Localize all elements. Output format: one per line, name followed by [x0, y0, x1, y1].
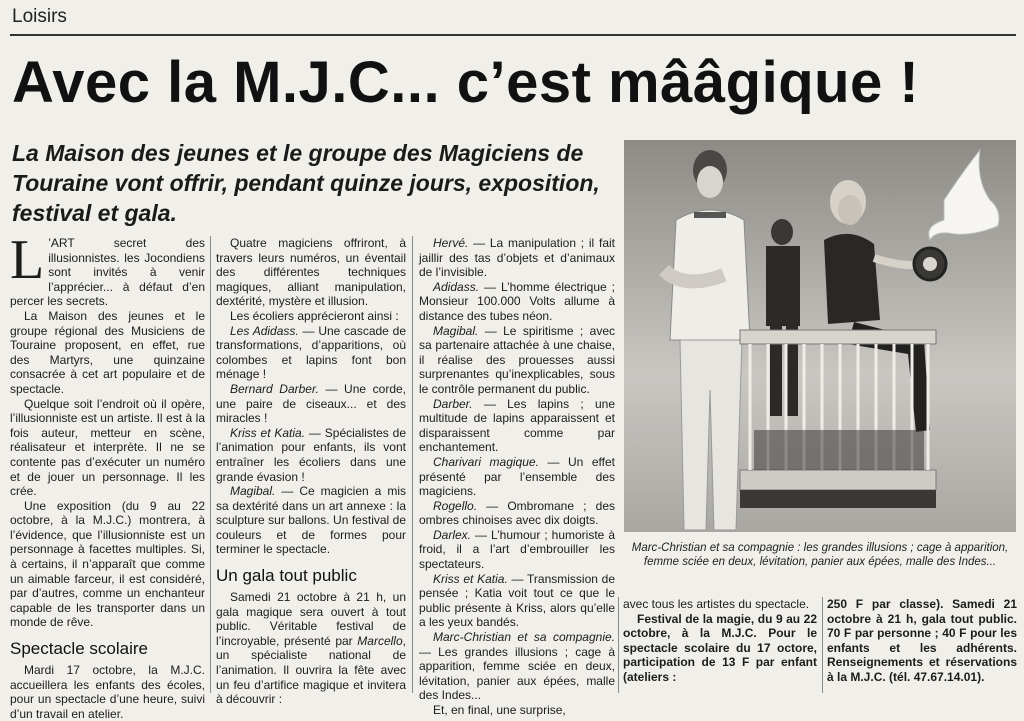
list-item: [419, 528, 615, 572]
list-item: [419, 236, 615, 280]
paragraph: Et, en final, une surprise,: [433, 703, 566, 717]
paragraph: Quatre magiciens offriront, à travers leurs numéros, un éventail des différentes techniques magiques, alliant manipulation, dextérité, mystère et illusion.: [216, 236, 406, 309]
performer-name: Marcello: [357, 633, 403, 648]
subheading: Un gala tout public: [216, 566, 357, 586]
rubric-rule: [10, 34, 1016, 36]
performer-text: — Un effet présenté par l’ensemble des magiciens.: [419, 454, 615, 499]
performer-name: Bernard Darber.: [230, 381, 319, 396]
performer-text: — L’homme électrique ; Monsieur 100.000 Volts allume à distance des tubes néon.: [419, 279, 615, 323]
paragraph: ’ART secret des illusionnistes. les Jocondiens sont invités à venir l’apprécier... à défaut d’en percer les secrets.: [10, 236, 205, 309]
paragraph: La Maison des jeunes et le groupe régional des Musiciens de Touraine proposent, en effet, rue des Martyrs, une quinzaine consacrée à cet art populaire et de spectacle.: [10, 308, 205, 396]
column-rule: [210, 236, 211, 693]
performer-text: — Le spiritisme ; avec sa partenaire attachée à une chaise, il réalise des prouesses aussi surprenantes qu’inexplicables, sous le contrôle permanent du public.: [419, 323, 615, 396]
photo-caption: Marc-Christian et sa compagnie : les grandes illusions ; cage à apparition, femme sciée en deux, lévitation, panier aux épées, malle des Indes...: [631, 542, 1009, 568]
paragraph-text: , un spécialiste national de l’animation. Il ouvrira la fête avec un feu d’artifice magique et invitera à découvrir :: [216, 633, 406, 707]
performer-text: — Transmission de pensée ; Katia voit tout ce que le public présente à Kriss, alors qu’elle a les yeux bandés.: [419, 571, 615, 630]
paragraph: avec tous les artistes du spectacle.: [623, 597, 810, 611]
performer-name: Marc-Christian et sa compagnie.: [433, 630, 615, 645]
article-column-3: [419, 236, 615, 718]
column-rule: [822, 597, 823, 693]
performer-text: — Les lapins ; une multitude de lapins apparaissent et disparaissent comme par enchantement.: [419, 396, 615, 455]
list-item: [419, 630, 615, 703]
performer-name: Rogello.: [433, 498, 478, 513]
standfirst: La Maison des jeunes et le groupe des Magiciens de Touraine vont offrir, pendant quinze jours, exposition, festival et gala.: [12, 140, 600, 226]
performer-name: Charivari magique.: [433, 454, 539, 469]
performer-name: Adidass.: [433, 279, 480, 294]
paragraph: [216, 590, 406, 707]
performer-name: Kriss et Katia.: [433, 571, 508, 586]
list-item: [419, 324, 615, 397]
magicians-photo-illustration: [624, 140, 1016, 532]
performer-text: — Une corde, une paire de ciseaux... et des miracles !: [216, 381, 406, 426]
performer-text: — L’humour ; humoriste à froid, il a l’art d’embrouiller les spectateurs.: [419, 527, 615, 572]
article-column-1: [10, 229, 205, 721]
performer-name: Hervé.: [433, 236, 469, 250]
headline: Avec la M.J.C... c’est mââgique !: [12, 50, 920, 115]
list-item: [216, 426, 406, 484]
performer-name: Les Adidass.: [230, 323, 299, 338]
subheading: Spectacle scolaire: [10, 639, 148, 659]
list-item: [216, 484, 406, 557]
list-item: [419, 280, 615, 324]
performer-name: Darlex.: [433, 527, 472, 542]
list-item: [419, 397, 615, 455]
column-rule: [618, 597, 619, 693]
article-column-2: [216, 236, 406, 707]
section-rubric: Loisirs: [12, 6, 67, 27]
performer-text: — Les grandes illusions ; cage à apparition, femme sciée en deux, lévitation, panier aux épées, malle des Indes...: [419, 644, 615, 703]
performer-text: — Ce magicien a mis sa dextérité dans un art annexe : la sculpture sur ballons. Un festival de couleurs et de formes pour terminer le spectacle.: [216, 484, 406, 557]
performer-name: Darber.: [433, 396, 473, 411]
list-item: [419, 572, 615, 630]
list-item: [216, 382, 406, 426]
list-item: [419, 499, 615, 528]
performer-name: Kriss et Katia.: [230, 425, 306, 440]
article-photo: [624, 140, 1016, 532]
performer-text: — Spécialistes de l’animation pour enfants, ils vont entraîner les écoliers dans une grande évasion !: [216, 425, 406, 484]
performer-name: Magibal.: [230, 484, 276, 499]
drop-cap: L: [10, 229, 45, 291]
paragraph: Mardi 17 octobre, la M.J.C. accueillera les enfants des écoles, pour un spectacle d’une heure, suivi d’un travail en atelier.: [10, 663, 205, 721]
list-item: [216, 324, 406, 382]
article-column-4: [623, 597, 817, 685]
practical-info: 250 F par classe). Samedi 21 octobre à 21 h, gala tout public. 70 F par personne ; 40 F pour les enfants et les adhérents. Renseignements et réservations à la M.J.C. (tél. 47.67.14.01).: [827, 597, 1017, 684]
performer-text: — La manipulation ; il fait jaillir des tas d’objets et d’animaux de l’invisible.: [419, 236, 615, 280]
performer-name: Magibal.: [433, 323, 479, 338]
performer-text: — Une cascade de transformations, d’apparitions, où colombes et lapins font bon ménage !: [216, 323, 406, 382]
article-column-5: [827, 597, 1017, 685]
performer-text: — Ombromane ; des ombres chinoises avec dix doigts.: [419, 498, 615, 528]
paragraph-text: Samedi 21 octobre à 21 h, un gala magique sera ouvert à tout public. Véritable festival de l’incroyable, présenté par: [216, 590, 406, 648]
paragraph: Les écoliers apprécieront ainsi :: [230, 308, 399, 323]
paragraph: Une exposition (du 9 au 22 octobre, à la M.J.C.) montrera, à l’évidence, que l’illusionniste est un personnage à facettes multiples. Si, à certains, il n’apparaît que comme un aimable farceur, il est considéré, par d’autres, comme un enchanteur capable de les transporter dans un monde de rêve.: [10, 498, 205, 630]
paragraph: Quelque soit l’endroit où il opère, l’illusionniste est un artiste. Il est à la fois auteur, metteur en scène, réalisateur et interprète. Il ne se contente pas d’exécuter un numéro et de jouer un personnage. Il les crée.: [10, 396, 205, 499]
column-rule: [412, 236, 413, 693]
list-item: [419, 455, 615, 499]
practical-info: Festival de la magie, du 9 au 22 octobre, à la M.J.C. Pour le spectacle scolaire du 17 octore, participation de 13 F par enfant (ateliers :: [623, 611, 817, 684]
